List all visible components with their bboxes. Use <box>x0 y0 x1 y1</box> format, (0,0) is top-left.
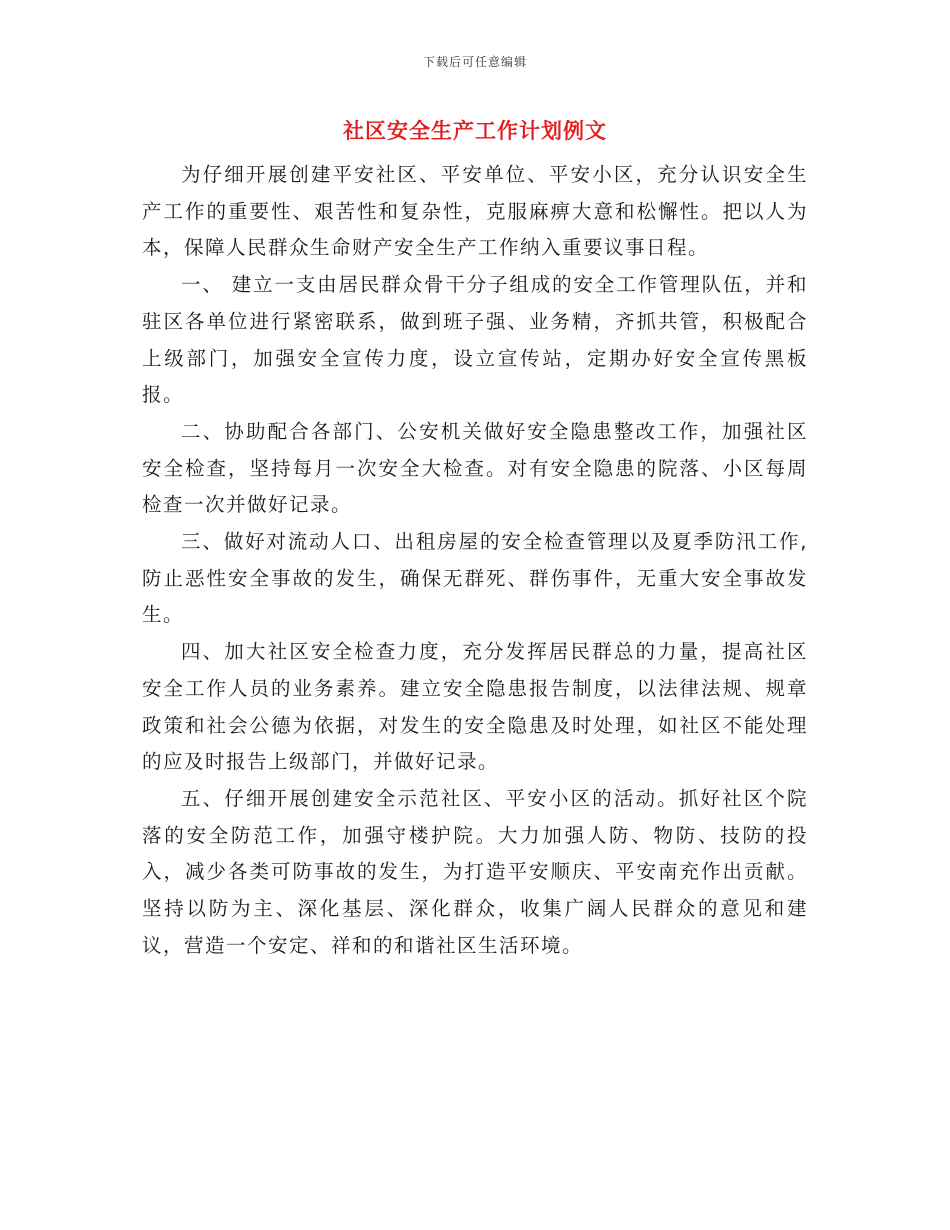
document-body <box>142 157 808 964</box>
paragraph-item-1: 一、 建立一支由居民群众骨干分子组成的安全工作管理队伍，并和驻区各单位进行紧密联系，做到班子强、业务精，齐抓共管，积极配合上级部门，加强安全宣传力度，设立宣传站，定期办好安全宣传黑板报。 <box>142 273 808 407</box>
paragraph-item-4: 四、加大社区安全检查力度，充分发挥居民群总的力量，提高社区安全工作人员的业务素养。建立安全隐患报告制度，以法律法规、规章政策和社会公德为依据，对发生的安全隐患及时处理，如社区不能处理的应及时报告上级部门，并做好记录。 <box>142 640 808 774</box>
document-title: 社区安全生产工作计划例文 <box>343 118 607 143</box>
header-note: 下载后可任意编辑 <box>422 55 527 69</box>
paragraph-item-5: 五、仔细开展创建安全示范社区、平安小区的活动。抓好社区个院落的安全防范工作，加强守楼护院。大力加强人防、物防、技防的投入，减少各类可防事故的发生，为打造平安顺庆、平安南充作出贡献。坚持以防为主、深化基层、深化群众，收集广阔人民群众的意见和建议，营造一个安定、祥和的和谐社区生活环境。 <box>142 786 808 957</box>
paragraph-item-3: 三、做好对流动人口、出租房屋的安全检查管理以及夏季防汛工作,防止恶性安全事故的发生，确保无群死、群伤事件，无重大安全事故发生。 <box>142 530 808 627</box>
paragraph-item-2: 二、协助配合各部门、公安机关做好安全隐患整改工作，加强社区安全检查，坚持每月一次安全大检查。对有安全隐患的院落、小区每周检查一次并做好记录。 <box>142 419 808 517</box>
paragraph-intro: 为仔细开展创建平安社区、平安单位、平安小区，充分认识安全生产工作的重要性、艰苦性和复杂性，克服麻痹大意和松懈性。把以人为本，保障人民群众生命财产安全生产工作纳入重要议事日程。 <box>142 163 808 260</box>
